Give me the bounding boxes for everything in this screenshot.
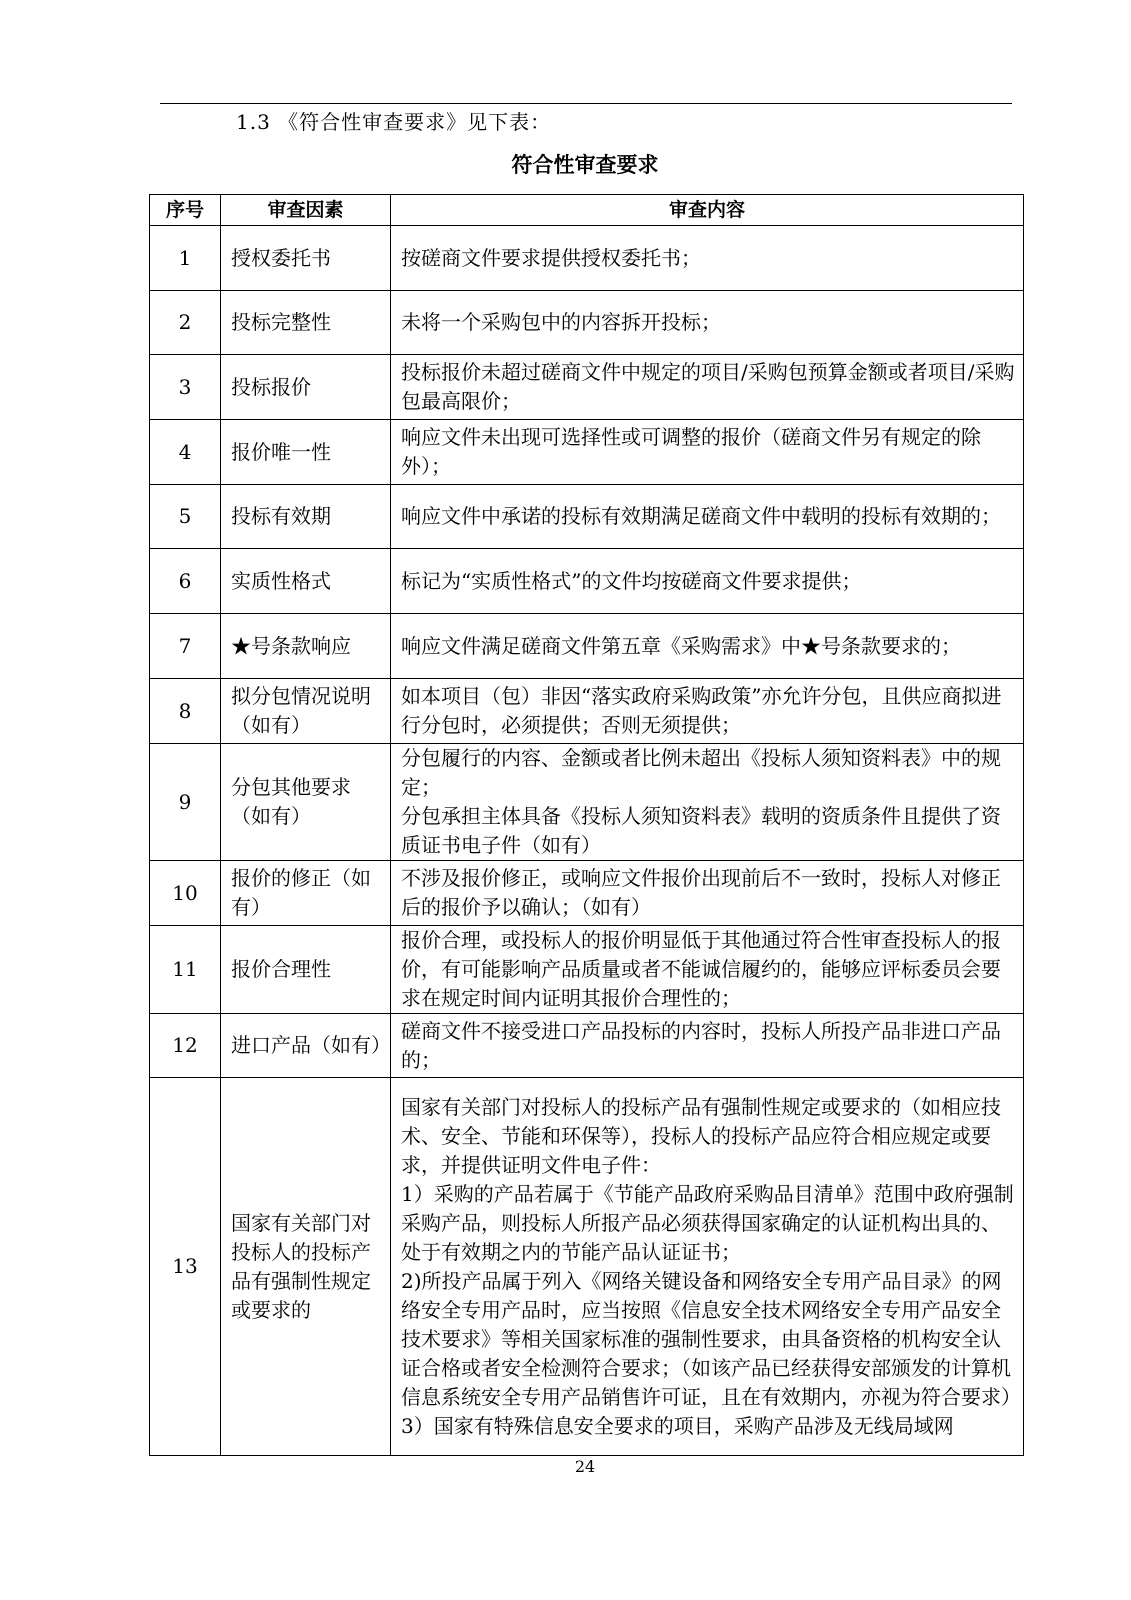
table-row bbox=[150, 226, 1024, 291]
header-factor: 审查因素 bbox=[221, 195, 391, 226]
table-row bbox=[150, 291, 1024, 355]
section-intro: 1.3 《符合性审查要求》见下表： bbox=[236, 110, 552, 134]
row-factor: 投标完整性 bbox=[221, 291, 391, 355]
table-row bbox=[150, 744, 1024, 861]
row-content: 如本项目（包）非因“落实政府采购政策”亦允许分包，且供应商拟进行分包时，必须提供；否则无须提供； bbox=[391, 679, 1024, 744]
header-no: 序号 bbox=[150, 195, 221, 226]
row-no: 9 bbox=[150, 744, 221, 861]
row-no: 12 bbox=[150, 1014, 221, 1078]
content-line: 2)所投产品属于列入《网络关键设备和网络安全专用产品目录》的网络安全专用产品时，应当按照《信息安全技术网络安全专用产品安全技术要求》等相关国家标准的强制性要求，由具备资格的机构安全认证合格或者安全检测符合要求；（如该产品已经获得安部颁发的计算机信息系统安全专用产品销售许可证，且在有效期内，亦视为符合要求） bbox=[401, 1268, 1021, 1409]
content-line: 分包承担主体具备《投标人须知资料表》载明的资质条件且提供了资质证书电子件（如有） bbox=[401, 804, 1001, 857]
row-no: 8 bbox=[150, 679, 221, 744]
header-content: 审查内容 bbox=[391, 195, 1024, 226]
row-no: 1 bbox=[150, 226, 221, 291]
row-content: 标记为“实质性格式”的文件均按磋商文件要求提供； bbox=[391, 549, 1024, 614]
row-factor: 实质性格式 bbox=[221, 549, 391, 614]
table-header-row bbox=[150, 195, 1024, 226]
row-content: 响应文件满足磋商文件第五章《采购需求》中★号条款要求的； bbox=[391, 614, 1024, 679]
row-factor: 分包其他要求（如有） bbox=[221, 744, 391, 861]
table-row bbox=[150, 1014, 1024, 1078]
row-factor: 拟分包情况说明（如有） bbox=[221, 679, 391, 744]
table-row bbox=[150, 861, 1024, 926]
row-content: 磋商文件不接受进口产品投标的内容时，投标人所投产品非进口产品的； bbox=[391, 1014, 1024, 1078]
table-row bbox=[150, 926, 1024, 1014]
row-factor: 投标有效期 bbox=[221, 485, 391, 549]
compliance-table bbox=[149, 194, 1024, 1456]
row-no: 7 bbox=[150, 614, 221, 679]
page-number: 24 bbox=[574, 1457, 596, 1476]
row-content: 未将一个采购包中的内容拆开投标； bbox=[391, 291, 1024, 355]
row-no: 6 bbox=[150, 549, 221, 614]
header-rule bbox=[160, 103, 1012, 104]
content-line: 国家有关部门对投标人的投标产品有强制性规定或要求的（如相应技术、安全、节能和环保等），投标人的投标产品应符合相应规定或要求，并提供证明文件电子件： bbox=[401, 1094, 1001, 1177]
table-row bbox=[150, 1078, 1024, 1456]
row-content: 响应文件未出现可选择性或可调整的报价（磋商文件另有规定的除外）； bbox=[391, 420, 1024, 485]
row-content: 按磋商文件要求提供授权委托书； bbox=[391, 226, 1024, 291]
row-content: 响应文件中承诺的投标有效期满足磋商文件中载明的投标有效期的； bbox=[391, 485, 1024, 549]
row-content bbox=[391, 744, 1024, 861]
row-no: 5 bbox=[150, 485, 221, 549]
content-line: 1）采购的产品若属于《节能产品政府采购品目清单》范围中政府强制采购产品，则投标人所报产品必须获得国家确定的认证机构出具的、处于有效期之内的节能产品认证证书； bbox=[401, 1181, 1014, 1264]
table-row bbox=[150, 355, 1024, 420]
table-row bbox=[150, 485, 1024, 549]
table-row bbox=[150, 679, 1024, 744]
row-no: 4 bbox=[150, 420, 221, 485]
content-line: 3）国家有特殊信息安全要求的项目，采购产品涉及无线局域网 bbox=[401, 1413, 954, 1438]
row-no: 2 bbox=[150, 291, 221, 355]
row-no: 13 bbox=[150, 1078, 221, 1456]
row-factor: 投标报价 bbox=[221, 355, 391, 420]
row-content: 报价合理，或投标人的报价明显低于其他通过符合性审查投标人的报价，有可能影响产品质量或者不能诚信履约的，能够应评标委员会要求在规定时间内证明其报价合理性的； bbox=[391, 926, 1024, 1014]
row-factor: 报价合理性 bbox=[221, 926, 391, 1014]
row-no: 11 bbox=[150, 926, 221, 1014]
content-line: 分包履行的内容、金额或者比例未超出《投标人须知资料表》中的规定； bbox=[401, 746, 1001, 799]
row-factor: 进口产品（如有） bbox=[221, 1014, 391, 1078]
row-factor: 授权委托书 bbox=[221, 226, 391, 291]
table-row bbox=[150, 420, 1024, 485]
row-content bbox=[391, 1078, 1024, 1456]
row-factor: 国家有关部门对投标人的投标产品有强制性规定或要求的 bbox=[221, 1078, 391, 1456]
row-no: 3 bbox=[150, 355, 221, 420]
row-factor: 报价唯一性 bbox=[221, 420, 391, 485]
row-factor: 报价的修正（如有） bbox=[221, 861, 391, 926]
table-row bbox=[150, 549, 1024, 614]
table-title: 符合性审查要求 bbox=[511, 153, 659, 177]
row-factor: ★号条款响应 bbox=[221, 614, 391, 679]
table-row bbox=[150, 614, 1024, 679]
row-content: 不涉及报价修正，或响应文件报价出现前后不一致时，投标人对修正后的报价予以确认；（如有） bbox=[391, 861, 1024, 926]
row-content: 投标报价未超过磋商文件中规定的项目/采购包预算金额或者项目/采购包最高限价； bbox=[391, 355, 1024, 420]
row-no: 10 bbox=[150, 861, 221, 926]
